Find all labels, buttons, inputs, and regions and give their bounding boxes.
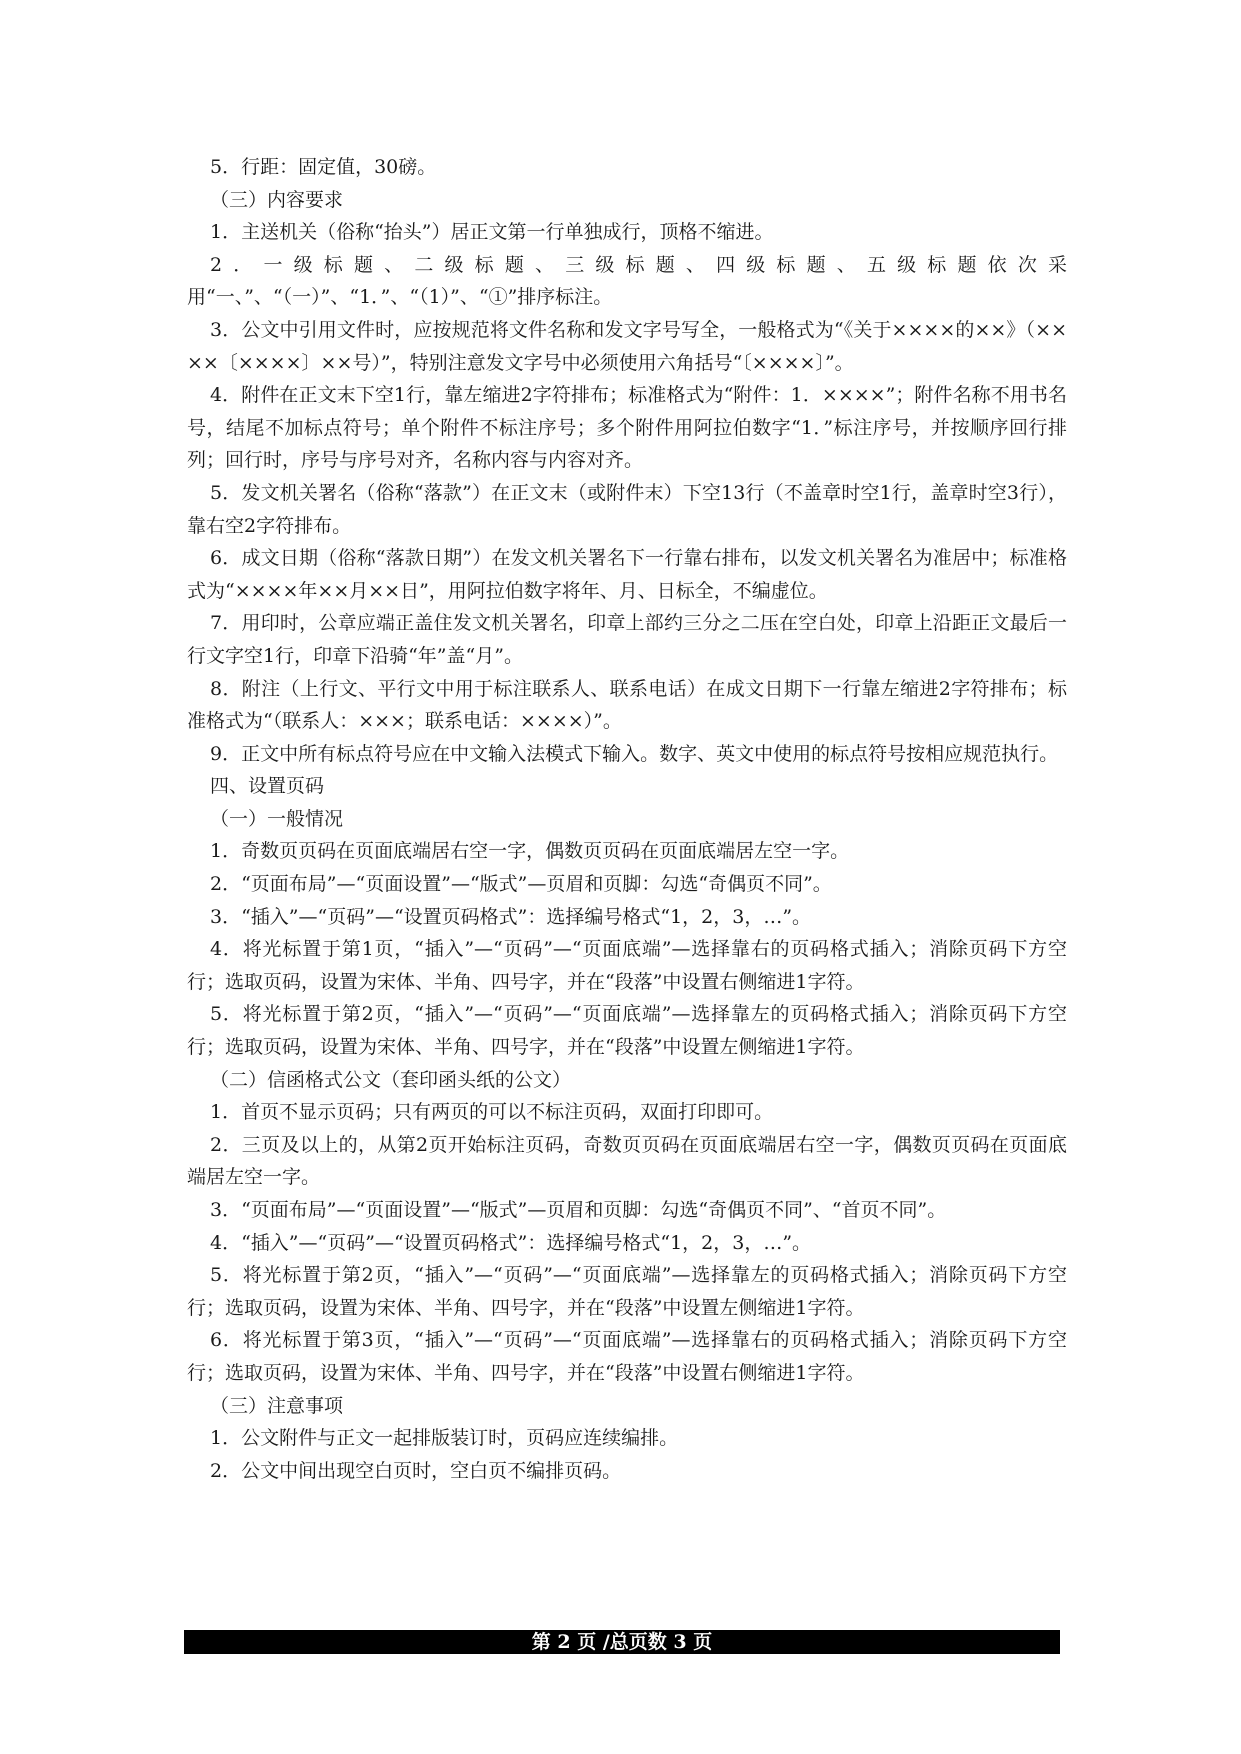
paragraph: 2．一级标题、二级标题、三级标题、四级标题、五级标题依次采用“一、”、“（一）”、“1．”、“（1）”、“①”排序标注。 <box>187 253 1067 309</box>
subsection-heading: （三）注意事项 <box>210 1394 344 1417</box>
paragraph: 9．正文中所有标点符号应在中文输入法模式下输入。数字、英文中使用的标点符号按相应规范执行。 <box>210 742 1059 765</box>
paragraph: 2．三页及以上的，从第2页开始标注页码，奇数页页码在页面底端居右空一字，偶数页页码在页面底端居左空一字。 <box>187 1133 1067 1189</box>
paragraph: 4．“插入”—“页码”—“设置页码格式”：选择编号格式“1，2，3，…”。 <box>210 1231 812 1254</box>
paragraph: 5．将光标置于第2页，“插入”—“页码”—“页面底端”—选择靠左的页码格式插入；消除页码下方空行；选取页码，设置为宋体、半角、四号字，并在“段落”中设置左侧缩进1字符。 <box>187 1264 1067 1319</box>
paragraph: 2．“页面布局”—“页面设置”—“版式”—页眉和页脚：勾选“奇偶页不同”。 <box>210 873 832 896</box>
paragraph: 2．公文中间出现空白页时，空白页不编排页码。 <box>210 1459 622 1482</box>
paragraph: 4．附件在正文末下空1行，靠左缩进2字符排布；标准格式为“附件：1．××××”；附件名称不用书名号，结尾不加标点符号；单个附件不标注序号；多个附件用阿拉伯数字“1．”标注序号，并按顺序回行排列；回行时，序号与序号对齐，名称内容与内容对齐。 <box>187 384 1067 472</box>
subsection-heading: （一）一般情况 <box>210 807 344 830</box>
paragraph: 8．附注（上行文、平行文中用于标注联系人、联系电话）在成文日期下一行靠左缩进2字符排布；标准格式为“（联系人：×××；联系电话：××××）”。 <box>187 677 1067 733</box>
paragraph: 5．行距：固定值，30磅。 <box>210 156 437 178</box>
subsection-heading: （二）信函格式公文（套印函头纸的公文） <box>210 1068 572 1091</box>
section-heading: （三）内容要求 <box>210 188 344 211</box>
paragraph: 3．“插入”—“页码”—“设置页码格式”：选择编号格式“1，2，3，…”。 <box>210 905 812 928</box>
document-body <box>187 151 1067 1487</box>
paragraph: 6．成文日期（俗称“落款日期”）在发文机关署名下一行靠右排布，以发文机关署名为准居中；标准格式为“××××年××月××日”，用阿拉伯数字将年、月、日标全，不编虚位。 <box>187 547 1067 602</box>
paragraph: 3．公文中引用文件时，应按规范将文件名称和发文字号写全，一般格式为“《关于××××的××》（××××〔××××〕××号）”，特别注意发文字号中必须使用六角括号“〔××××〕”。 <box>187 318 1067 374</box>
paragraph: 1．首页不显示页码；只有两页的可以不标注页码，双面打印即可。 <box>210 1101 774 1124</box>
paragraph: 1．奇数页页码在页面底端居右空一字，偶数页页码在页面底端居左空一字。 <box>210 840 850 863</box>
paragraph: 6．将光标置于第3页，“插入”—“页码”—“页面底端”—选择靠右的页码格式插入；消除页码下方空行；选取页码，设置为宋体、半角、四号字，并在“段落”中设置右侧缩进1字符。 <box>187 1329 1067 1384</box>
paragraph: 5．发文机关署名（俗称“落款”）在正文末（或附件末）下空13行（不盖章时空1行，盖章时空3行），靠右空2字符排布。 <box>187 481 1067 537</box>
paragraph: 1．公文附件与正文一起排版装订时，页码应连续编排。 <box>210 1427 679 1450</box>
paragraph: 4．将光标置于第1页，“插入”—“页码”—“页面底端”—选择靠右的页码格式插入；消除页码下方空行；选取页码，设置为宋体、半角、四号字，并在“段落”中设置右侧缩进1字符。 <box>187 938 1067 993</box>
paragraph: 7．用印时，公章应端正盖住发文机关署名，印章上部约三分之二压在空白处，印章上沿距正文最后一行文字空1行，印章下沿骑“年”盖“月”。 <box>187 612 1067 667</box>
paragraph: 3．“页面布局”—“页面设置”—“版式”—页眉和页脚：勾选“奇偶页不同”、“首页不同”。 <box>210 1199 947 1221</box>
paragraph: 1．主送机关（俗称“抬头”）居正文第一行单独成行，顶格不缩进。 <box>210 221 774 244</box>
paragraph: 5．将光标置于第2页，“插入”—“页码”—“页面底端”—选择靠左的页码格式插入；消除页码下方空行；选取页码，设置为宋体、半角、四号字，并在“段落”中设置左侧缩进1字符。 <box>187 1003 1067 1059</box>
page-footer <box>184 1630 1060 1654</box>
section-heading: 四、设置页码 <box>210 775 325 798</box>
page-number-label: 第 2 页 /总页数 3 页 <box>531 1631 713 1653</box>
